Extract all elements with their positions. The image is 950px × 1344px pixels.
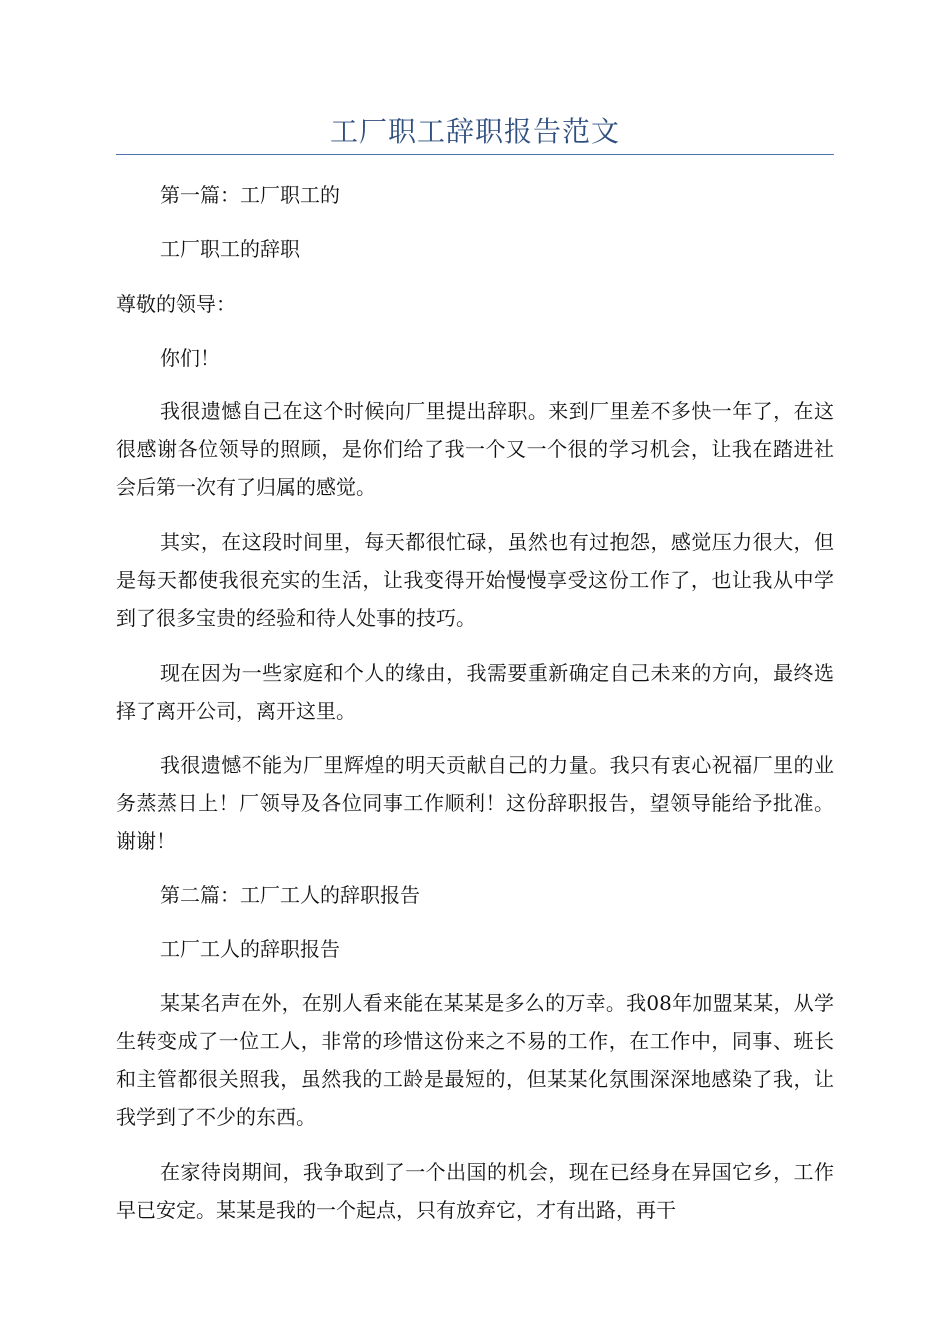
letter-heading-1: 工厂职工的辞职 xyxy=(160,237,300,261)
greeting: 你们！ xyxy=(160,346,220,370)
section-heading-1: 第一篇：工厂职工的 xyxy=(160,183,340,207)
body-paragraph: 我很遗憾不能为厂里辉煌的明天贡献自己的力量。我只有衷心祝福厂里的业务蒸蒸日上！厂领导及各位同事工作顺利！这份辞职报告，望领导能给予批准。谢谢！ xyxy=(116,753,834,853)
title-underline xyxy=(116,154,834,155)
body-paragraph: 某某名声在外，在别人看来能在某某是多么的万幸。我08年加盟某某，从学生转变成了一位工人，非常的珍惜这份来之不易的工作，在工作中，同事、班长和主管都很关照我，虽然我的工龄是最短的，但某某化氛围深深地感染了我，让我学到了不少的东西。 xyxy=(116,991,834,1129)
body-paragraph: 现在因为一些家庭和个人的缘由，我需要重新确定自己未来的方向，最终选择了离开公司，离开这里。 xyxy=(116,661,834,723)
salutation: 尊敬的领导： xyxy=(116,292,236,316)
document-title: 工厂职工辞职报告范文 xyxy=(329,115,620,148)
body-paragraph: 我很遗憾自己在这个时候向厂里提出辞职。来到厂里差不多快一年了，在这很感谢各位领导的照顾，是你们给了我一个又一个很的学习机会，让我在踏进社会后第一次有了归属的感觉。 xyxy=(116,399,834,499)
body-paragraph: 其实，在这段时间里，每天都很忙碌，虽然也有过抱怨，感觉压力很大，但是每天都使我很充实的生活，让我变得开始慢慢享受这份工作了，也让我从中学到了很多宝贵的经验和待人处事的技巧。 xyxy=(116,530,834,630)
letter-heading-2: 工厂工人的辞职报告 xyxy=(160,937,340,961)
section-heading-2: 第二篇：工厂工人的辞职报告 xyxy=(160,883,420,907)
body-paragraph: 在家待岗期间，我争取到了一个出国的机会，现在已经身在异国它乡，工作早已安定。某某是我的一个起点，只有放弃它，才有出路，再干 xyxy=(116,1160,834,1222)
